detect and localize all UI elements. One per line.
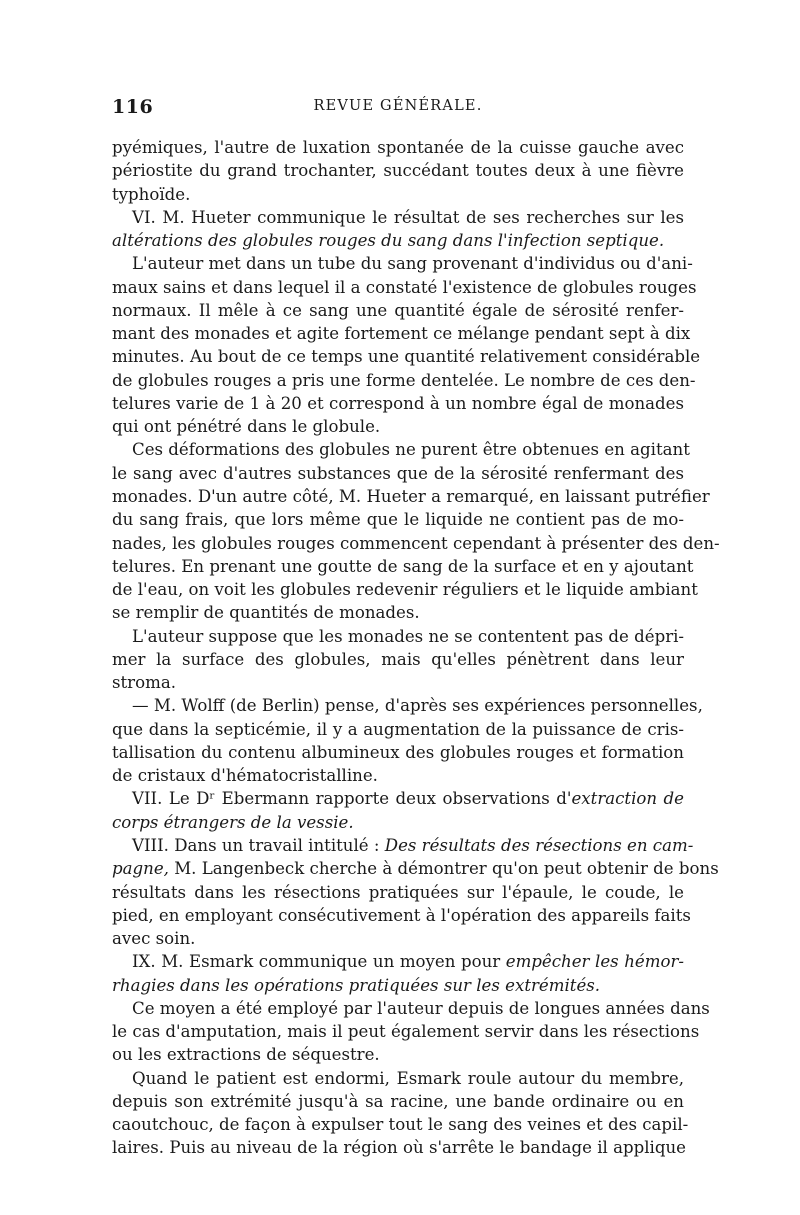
line-text: normaux. Il mêle à ce sang une quantité égale de sérosité renfer- [112, 300, 684, 320]
text-line [112, 811, 684, 834]
text-line [112, 159, 684, 182]
body-text [112, 136, 720, 1160]
line-text: mer la surface des globules, mais qu'elles pénètrent dans leur [112, 649, 684, 669]
text-line [112, 904, 691, 927]
running-title: REVUE GÉNÉRALE. [313, 98, 483, 114]
page-number: 116 [112, 96, 154, 118]
line-italic-text: pagne, [112, 859, 169, 879]
line-text: qui ont pénétré dans le globule. [112, 417, 381, 437]
line-text: du sang frais, que lors même que le liquide ne contient pas de mo- [112, 510, 684, 530]
running-head [112, 96, 684, 120]
text-line [112, 555, 694, 578]
line-text: pyémiques, l'autre de luxation spontanée de la cuisse gauche avec [112, 138, 684, 157]
text-line [112, 671, 684, 694]
line-text: Ce moyen a été employé par l'auteur depuis de longues années dans [132, 998, 710, 1018]
text-line [112, 694, 703, 717]
line-text: VI. M. Hueter communique le résultat de ses recherches sur les [132, 207, 684, 227]
line-text: telures. En prenant une goutte de sang de la surface et en y ajoutant [112, 556, 694, 576]
line-italic-text: rhagies dans les opérations pratiquées sur les extrémités. [112, 975, 601, 995]
line-text: maux sains et dans lequel il a constaté l'existence de globules rouges [112, 277, 697, 297]
text-line [112, 1090, 684, 1113]
line-text: nades, les globules rouges commencent cependant à présenter des den- [112, 533, 720, 553]
text-line [112, 392, 684, 415]
line-text: IX. M. Esmark communique un moyen pour [132, 952, 506, 972]
text-line [112, 625, 684, 648]
text-line [112, 415, 684, 438]
text-line [112, 1020, 700, 1043]
text-line [112, 1067, 684, 1090]
line-text: typhoïde. [112, 184, 191, 204]
line-italic-text: Des résultats des résections en cam- [384, 835, 694, 855]
line-italic-text: extraction de [571, 789, 684, 809]
text-line [112, 578, 698, 601]
line-text: VIII. Dans un travail intitulé : [132, 835, 385, 855]
text-line [112, 997, 710, 1020]
line-text: M. Langenbeck cherche à démontrer qu'on peut obtenir de bons [168, 859, 719, 879]
text-line [112, 206, 684, 229]
line-text: L'auteur met dans un tube du sang provenant d'individus ou d'ani- [132, 254, 693, 274]
text-line [112, 322, 691, 345]
line-text: — M. Wolff (de Berlin) pense, d'après ses expériences personnelles, [132, 696, 703, 716]
text-line [112, 834, 694, 857]
text-line [112, 136, 684, 159]
text-line [112, 252, 693, 275]
text-line [112, 183, 684, 206]
line-text: laires. Puis au niveau de la région où s'arrête le bandage il applique [112, 1138, 686, 1158]
line-text: mant des monades et agite fortement ce mélange pendant sept à dix [112, 324, 691, 344]
text-line [112, 764, 684, 787]
line-text: pied, en employant consécutivement à l'opération des appareils faits [112, 905, 691, 925]
line-text: le cas d'amputation, mais il peut également servir dans les résections [112, 1022, 700, 1042]
text-line [112, 601, 684, 624]
line-text: de l'eau, on voit les globules redevenir réguliers et le liquide ambiant [112, 580, 698, 600]
text-line [112, 369, 696, 392]
text-line [112, 648, 684, 671]
text-line [112, 532, 720, 555]
text-line [112, 950, 684, 973]
line-text: avec soin. [112, 929, 196, 949]
line-italic-text: altérations des globules rouges du sang dans l'infection septique. [112, 231, 665, 251]
text-line [112, 462, 684, 485]
text-line [112, 1136, 684, 1159]
line-italic-text: corps étrangers de la vessie. [112, 812, 354, 832]
text-line [112, 741, 684, 764]
line-text: Ces déformations des globules ne purent être obtenues en agitant [132, 440, 690, 460]
line-text: depuis son extrémité jusqu'à sa racine, une bande ordinaire ou en [112, 1091, 684, 1111]
line-text: que dans la septicémie, il y a augmentation de la puissance de cris- [112, 719, 684, 739]
line-text: périostite du grand trochanter, succédant toutes deux à une fièvre [112, 161, 684, 181]
line-italic-text: empêcher les hémor- [505, 952, 684, 972]
text-line [112, 276, 697, 299]
line-text: se remplir de quantités de monades. [112, 603, 420, 623]
text-line [112, 485, 710, 508]
line-text: le sang avec d'autres substances que de la sérosité renfermant des [112, 463, 684, 483]
line-text: stroma. [112, 673, 177, 693]
text-line [112, 718, 684, 741]
line-text: telures varie de 1 à 20 et correspond à un nombre égal de monades [112, 393, 684, 413]
text-line [112, 345, 701, 368]
text-line [112, 299, 684, 322]
text-line [112, 438, 690, 461]
text-line [112, 787, 684, 810]
text-line [112, 229, 684, 252]
line-text: minutes. Au bout de ce temps une quantité relativement considérable [112, 347, 701, 367]
line-text: caoutchouc, de façon à expulser tout le sang des veines et des capil- [112, 1115, 689, 1135]
line-text: de cristaux d'hématocristalline. [112, 766, 378, 786]
text-line [112, 1043, 684, 1066]
text-line [112, 857, 719, 880]
text-line [112, 1113, 689, 1136]
line-text: Quand le patient est endormi, Esmark roule autour du membre, [132, 1068, 684, 1088]
line-text: de globules rouges a pris une forme dentelée. Le nombre de ces den- [112, 370, 696, 390]
line-text: VII. Le Dʳ Ebermann rapporte deux observations d' [132, 789, 572, 809]
text-line [112, 927, 684, 950]
line-text: résultats dans les résections pratiquées sur l'épaule, le coude, le [112, 882, 684, 902]
line-text: L'auteur suppose que les monades ne se contentent pas de dépri- [132, 626, 685, 646]
text-line [112, 881, 684, 904]
text-line [112, 974, 684, 997]
line-text: tallisation du contenu albumineux des globules rouges et formation [112, 742, 684, 762]
line-text: monades. D'un autre côté, M. Hueter a remarqué, en laissant putréfier [112, 486, 710, 506]
line-text: ou les extractions de séquestre. [112, 1045, 380, 1065]
text-line [112, 508, 684, 531]
